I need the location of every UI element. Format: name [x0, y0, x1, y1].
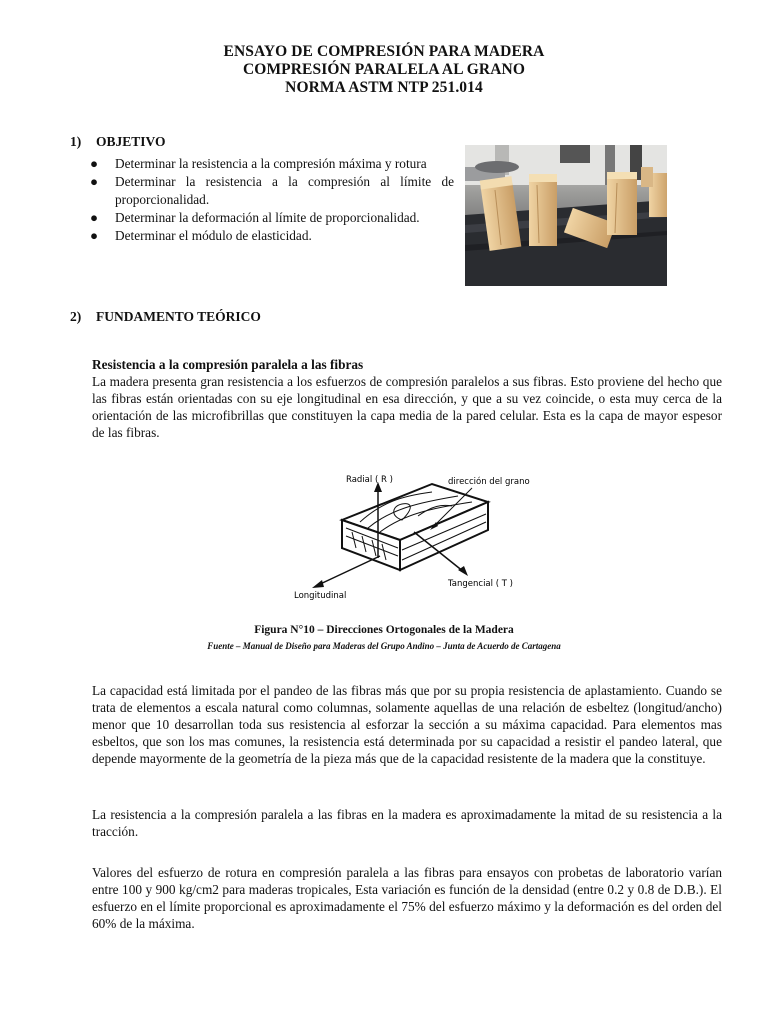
tangential-label: Tangencial ( T )	[448, 579, 513, 589]
longitudinal-label: Longitudinal	[294, 591, 347, 601]
document-title	[0, 43, 768, 97]
objective-list	[90, 155, 454, 245]
title-line-1: ENSAYO DE COMPRESIÓN PARA MADERA	[223, 43, 545, 60]
bullet-icon: ●	[90, 228, 99, 243]
section-1-title: OBJETIVO	[96, 134, 166, 149]
section-1-heading	[70, 134, 166, 150]
list-item: ● Determinar la resistencia a la compresión al límite de proporcionalidad.	[90, 174, 454, 207]
grain-direction-label: dirección del grano	[448, 477, 530, 487]
title-line-3: NORMA ASTM NTP 251.014	[285, 79, 483, 96]
list-item: ● Determinar la resistencia a la compresión máxima y rotura	[90, 156, 427, 171]
paragraph-values: Valores del esfuerzo de rotura en compresión paralela a las fibras para ensayos con probetas de laboratorio varían entre 100 y 900 kg/cm2 para maderas tropicales, Esta variación es función de la densidad (entre 0.2 y 0.8 de D.B.). El esfuerzo en el límite proporcional es aproximadamente el 75% del esfuerzo máximo y la deformación es del orden del 60% de la máxima.	[92, 865, 722, 931]
wood-specimens-photo	[465, 145, 667, 286]
intro-paragraph	[92, 356, 722, 441]
bullet-icon: ●	[90, 156, 99, 171]
list-item: ● Determinar el módulo de elasticidad.	[90, 228, 312, 243]
radial-label: Radial ( R )	[346, 475, 393, 485]
section-1-number: 1)	[70, 134, 82, 149]
paragraph-capacity: La capacidad está limitada por el pandeo de las fibras más que por su propia resistencia de aplastamiento. Cuando se trata de elementos a escala natural como columnas, solamente aquellas de una relación de esbeltez (longitud/ancho) menor que 10 desarrollan toda sus resistencia al esforzar la sección a su máxima capacidad. Para elementos mas esbeltos, que son los mas comunes, la resistencia está determinada por su capacidad a resistir el pandeo lateral, que depende mayormente de la geometría de la pieza más que de la capacidad resistente de la madera que la constituye.	[92, 683, 722, 766]
section-2-title: FUNDAMENTO TEÓRICO	[96, 309, 261, 324]
subsection-heading: Resistencia a la compresión paralela a las fibras	[92, 357, 364, 372]
section-2-heading	[70, 309, 261, 325]
bullet-icon: ●	[90, 210, 99, 225]
bullet-icon: ●	[90, 174, 99, 189]
list-item: ● Determinar la deformación al límite de proporcionalidad.	[90, 210, 420, 225]
section-2-number: 2)	[70, 309, 82, 324]
title-line-2: COMPRESIÓN PARALELA AL GRANO	[243, 61, 525, 78]
figure-source: Fuente – Manual de Diseño para Maderas del Grupo Andino – Junta de Acuerdo de Cartagena	[207, 641, 561, 651]
intro-text: La madera presenta gran resistencia a los esfuerzos de compresión paralelos a sus fibras. Esto proviene del hecho que las fibras están orientadas con su eje longitudinal en esa dirección, y que a su vez coincide, o esta muy cerca de la orientación de las microfibrillas que constituyen la capa media de la pared celular. Esta es la capa de mayor espesor de las fibras.	[92, 374, 722, 440]
figure-caption: Figura N°10 – Direcciones Ortogonales de la Madera	[254, 624, 514, 636]
wood-directions-figure	[282, 462, 544, 602]
paragraph-traction: La resistencia a la compresión paralela a las fibras en la madera es aproximadamente la mitad de su resistencia a la tracción.	[92, 807, 722, 839]
